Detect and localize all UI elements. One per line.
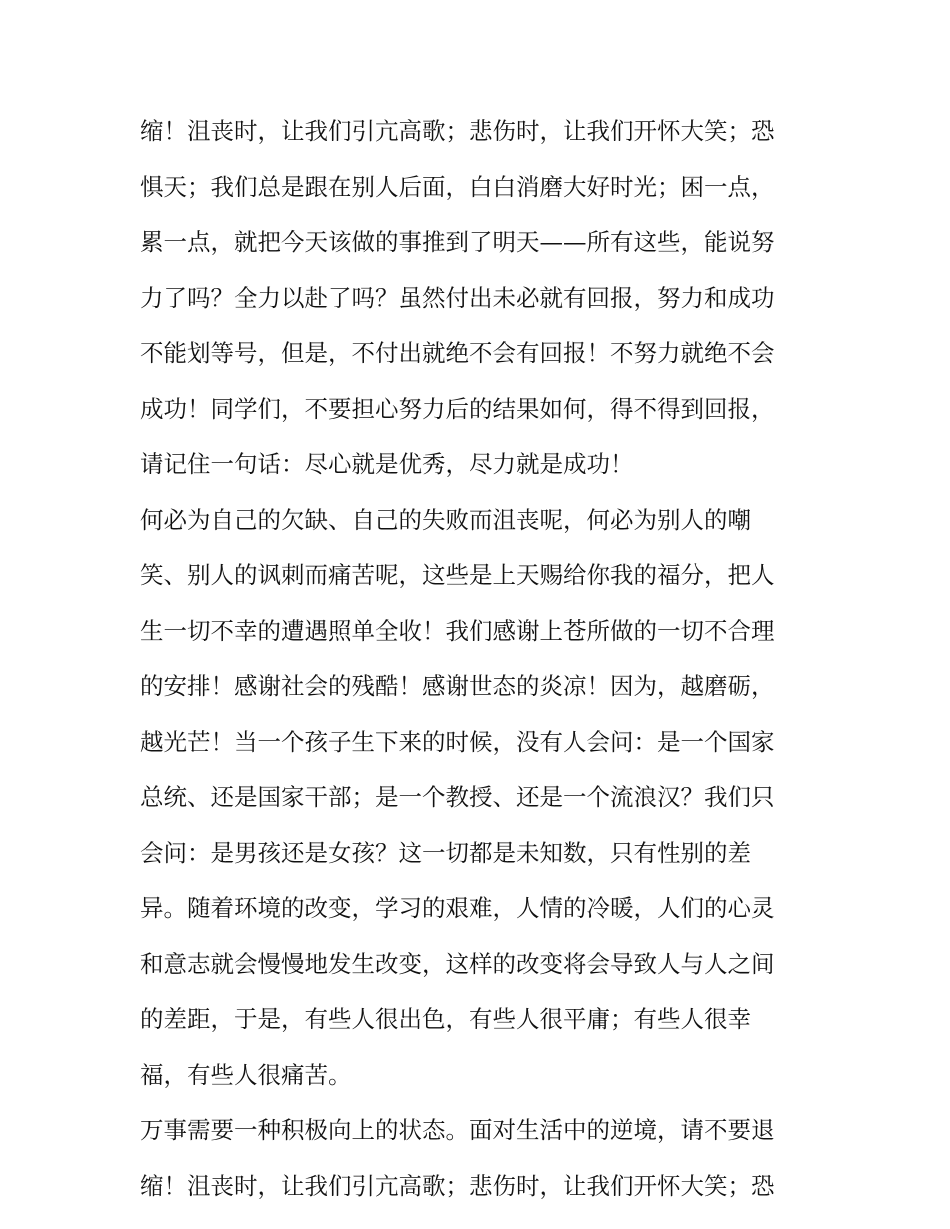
text-line: 异。随着环境的改变，学习的艰难，人情的冷暖，人们的心灵 [140,894,775,922]
text-line: 缩！沮丧时，让我们引亢高歌；悲伤时，让我们开怀大笑；恐 [140,1171,775,1200]
text-line: 会问：是男孩还是女孩？这一切都是未知数，只有性别的差 [140,838,751,867]
text-line: 福，有些人很痛苦。 [140,1060,352,1089]
text-line: 总统、还是国家干部；是一个教授、还是一个流浪汉？我们只 [140,783,775,811]
text-line: 惧天；我们总是跟在别人后面，白白消磨大好时光；困一点， [140,172,775,201]
text-line: 不能划等号，但是，不付出就绝不会有回报！不努力就绝不会 [140,339,775,367]
body-text [140,104,820,1214]
text-line: 累一点，就把今天该做的事推到了明天——所有这些，能说努 [140,228,775,256]
text-line: 万事需要一种积极向上的状态。面对生活中的逆境，请不要退 [140,1116,775,1144]
text-line: 力了吗？全力以赴了吗？虽然付出未必就有回报，努力和成功 [140,283,775,312]
text-line: 缩！沮丧时，让我们引亢高歌；悲伤时，让我们开怀大笑；恐 [140,117,775,145]
text-line: 生一切不幸的遭遇照单全收！我们感谢上苍所做的一切不合理 [140,616,775,645]
text-line: 何必为自己的欠缺、自己的失败而沮丧呢，何必为别人的嘲 [140,505,751,534]
text-line: 笑、别人的讽刺而痛苦呢，这些是上天赐给你我的福分，把人 [140,561,775,589]
text-line: 的差距，于是，有些人很出色，有些人很平庸；有些人很幸 [140,1005,751,1033]
text-line: 的安排！感谢社会的残酷！感谢世态的炎凉！因为，越磨砺， [140,672,775,700]
text-line: 和意志就会慢慢地发生改变，这样的改变将会导致人与人之间 [140,949,775,978]
text-line: 成功！同学们，不要担心努力后的结果如何，得不得到回报， [140,394,775,423]
text-line: 请记住一句话：尽心就是优秀，尽力就是成功！ [140,450,634,478]
text-line: 越光芒！当一个孩子生下来的时候，没有人会问：是一个国家 [140,727,775,756]
